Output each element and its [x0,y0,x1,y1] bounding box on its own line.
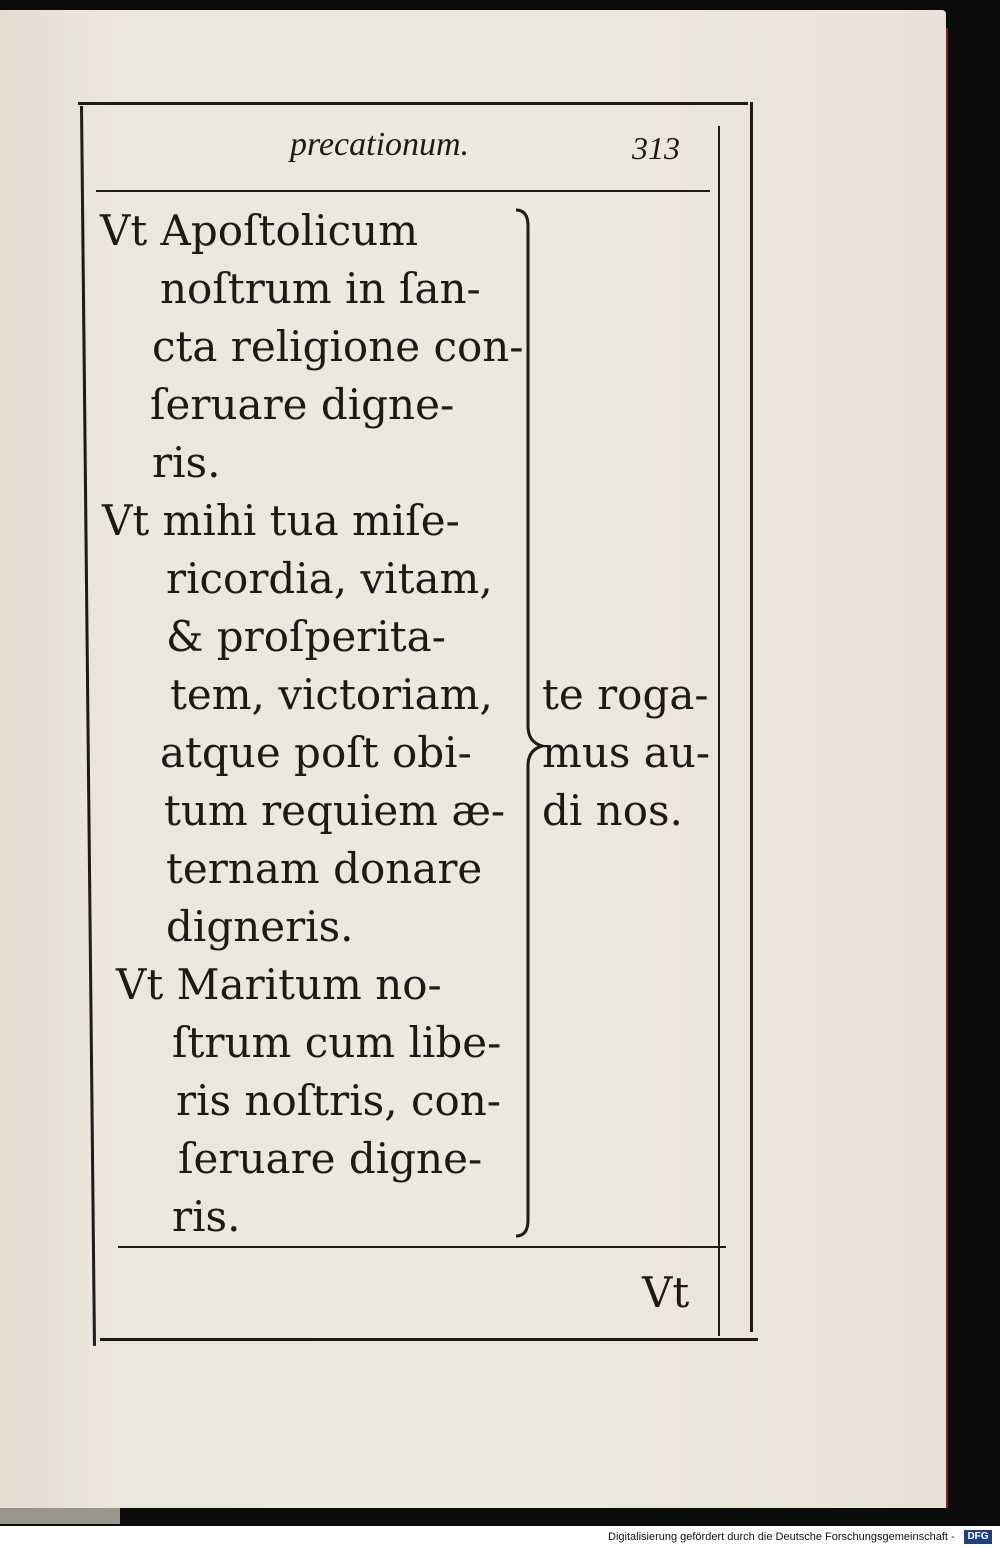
running-head: precationum. [290,126,470,163]
frame-foot-rule [118,1246,726,1248]
response-line-2: mus au- [542,728,711,777]
brace-ornament [508,206,548,1246]
frame-inner-right-line [718,126,720,1336]
frame-head-rule [96,190,710,192]
verse-2-line-5: atque poſt obi- [160,728,472,777]
verse-2-line-1: Vt mihi tua miſe- [102,496,460,545]
book-edge-strip [0,1508,120,1524]
verse-2-line-6: tum requiem æ- [164,786,506,835]
frame-top-line [78,102,748,105]
catchword: Vt [642,1268,690,1317]
frame-bottom-line [100,1338,758,1341]
verse-3-line-5: ris. [172,1192,241,1241]
verse-2-line-2: ricordia, vitam, [166,554,493,603]
verse-1-line-1: Vt Apoſtolicum [100,206,419,255]
footer-credit: Digitalisierung gefördert durch die Deutsche Forschungsgemeinschaft - [608,1531,955,1543]
verse-3-line-4: ſeruare digne- [178,1134,483,1183]
verse-1-line-3: cta religione con- [152,322,524,371]
verse-2-line-7: ternam donare [166,844,483,893]
verse-1-line-2: noſtrum in ſan- [160,264,481,313]
frame-left-line [80,106,96,1346]
page-number: 313 [632,130,680,166]
verse-3-line-1: Vt Maritum no- [116,960,442,1009]
frame-right-line [750,102,753,1332]
book-page [0,10,946,1508]
dfg-logo: DFG [964,1530,992,1544]
response-line-3: di nos. [542,786,683,835]
verse-2-line-3: & proſperita- [166,612,446,661]
verse-2-line-8: digneris. [166,902,354,951]
verse-3-line-3: ris noſtris, con- [176,1076,501,1125]
verse-2-line-4: tem, victoriam, [170,670,493,719]
verse-1-line-4: ſeruare digne- [150,380,455,429]
response-line-1: te roga- [542,670,709,719]
verse-1-line-5: ris. [152,438,221,487]
verse-3-line-2: ſtrum cum libe- [172,1018,502,1067]
